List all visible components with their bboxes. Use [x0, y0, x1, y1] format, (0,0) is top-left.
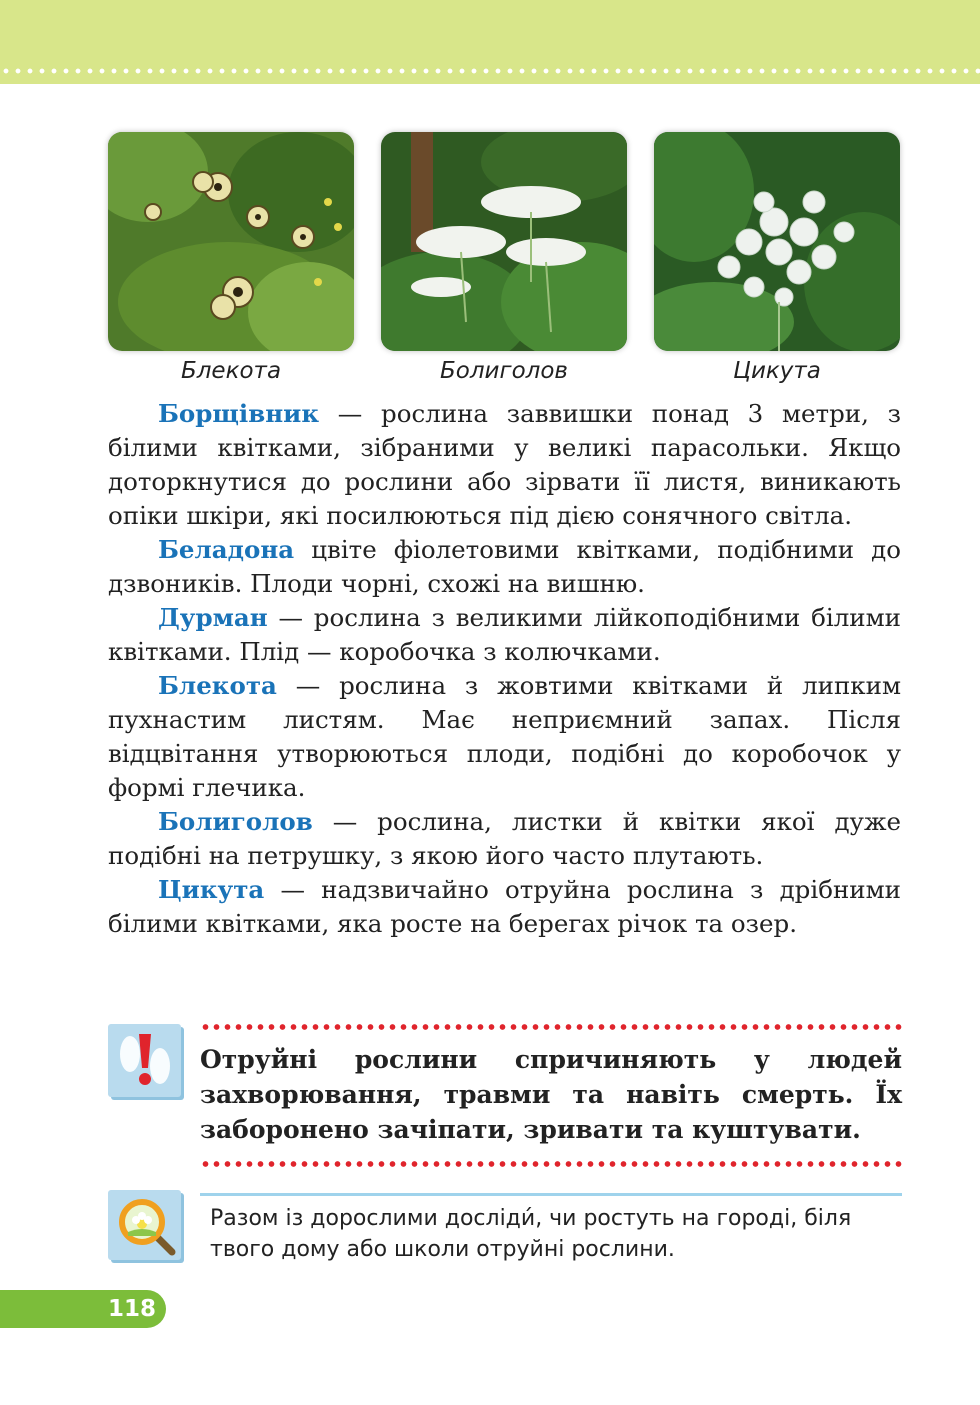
- task-top-line: [200, 1193, 902, 1196]
- paragraph-belladonna: [108, 533, 901, 601]
- term-cowbane: Цикута: [158, 875, 265, 904]
- photo-caption-cowbane: Цикута: [733, 358, 821, 384]
- warning-text: Отруйні рослини спричиняють у людей захворювання, травми та навіть смерть. Їх заборонено зачіпати, зривати та куштувати.: [200, 1045, 902, 1144]
- term-belladonna: Беладона: [158, 535, 295, 564]
- task-text: Разом із дорослими досліди́, чи ростуть на городі, біля твого дому або школи отруйні рослини.: [210, 1206, 852, 1262]
- warning-bottom-dotted-line: [200, 1160, 902, 1168]
- paragraph-text: цвіте фіолетовими квітками, подібними до дзвоників. Плоди чорні, схожі на вишню.: [108, 535, 901, 598]
- paragraph-hogweed: [108, 397, 901, 533]
- header-dotted-line: [0, 68, 980, 74]
- photo-henbane: [108, 132, 354, 351]
- paragraph-text: — рослина заввишки понад 3 метри, з білими квітками, зібраними у великі парасольки. Якщо доторкнутися до рослини або зірвати її листя, виникають опіки шкіри, які посилюються під дією сонячного світла.: [108, 399, 901, 530]
- paragraph-datura: [108, 601, 901, 669]
- paragraph-text: — надзвичайно отруйна рослина з дрібними білими квітками, яка росте на берегах річок та озер.: [108, 875, 901, 938]
- term-hemlock: Болиголов: [158, 807, 313, 836]
- warning-top-dotted-line: [200, 1023, 902, 1031]
- magnifier-icon: [108, 1190, 181, 1260]
- paragraph-text: — рослина з великими лійкоподібними білими квітками. Плід — коробочка з колючками.: [108, 603, 901, 666]
- photo-cowbane: [654, 132, 900, 351]
- paragraph-hemlock: [108, 805, 901, 873]
- paragraph-text: — рослина, листки й квітки якої дуже подібні на петрушку, з якою його часто плутають.: [108, 807, 901, 870]
- photo-hemlock: [381, 132, 627, 351]
- page-number: 118: [108, 1296, 157, 1322]
- plant-descriptions: [108, 397, 901, 941]
- term-henbane: Блекота: [158, 671, 277, 700]
- paragraph-cowbane: [108, 873, 901, 941]
- paragraph-text: — рослина з жовтими квітками й липким пухнастим листям. Має неприємний запах. Після відцвітання утворюються плоди, подібні до коробочок у формі глечика.: [108, 671, 901, 802]
- photo-caption-hemlock: Болиголов: [440, 358, 568, 384]
- term-hogweed: Борщівник: [158, 399, 320, 428]
- exclamation-icon: [108, 1024, 181, 1097]
- paragraph-henbane: [108, 669, 901, 805]
- photo-caption-henbane: Блекота: [180, 358, 282, 384]
- term-datura: Дурман: [158, 603, 268, 632]
